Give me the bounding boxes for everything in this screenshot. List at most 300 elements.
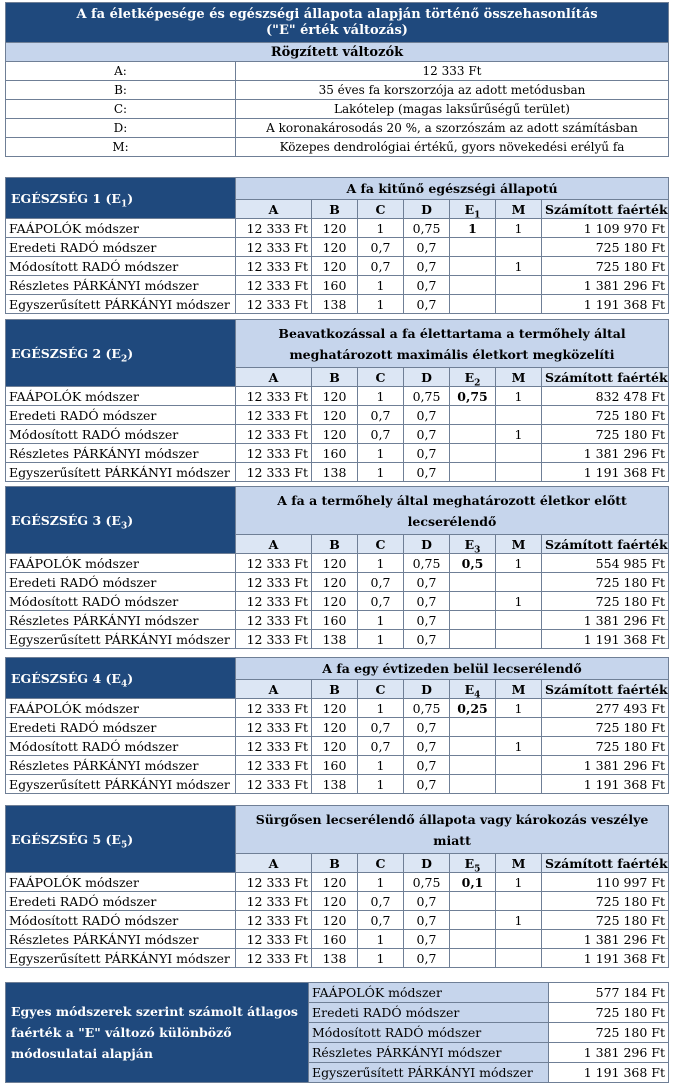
method-name: Módosított RADÓ módszer — [6, 737, 236, 756]
computed-value: 277 493 Ft — [542, 699, 669, 718]
value-e — [450, 592, 496, 611]
table-row — [6, 630, 669, 649]
value-b: 120 — [312, 425, 358, 444]
computed-value: 1 191 368 Ft — [542, 630, 669, 649]
value-d: 0,7 — [404, 756, 450, 775]
value-b: 138 — [312, 295, 358, 314]
value-c: 0,7 — [358, 257, 404, 276]
column-header — [450, 200, 496, 219]
value-c: 1 — [358, 219, 404, 238]
table-row — [6, 406, 669, 425]
value-b: 120 — [312, 387, 358, 406]
value-a: 12 333 Ft — [236, 756, 312, 775]
value-m — [496, 611, 542, 630]
value-b: 120 — [312, 873, 358, 892]
value-m: 1 — [496, 699, 542, 718]
section-label — [6, 178, 236, 219]
column-header: C — [358, 680, 404, 699]
value-c: 1 — [358, 699, 404, 718]
method-name: Részletes PÁRKÁNYI módszer — [6, 756, 236, 775]
value-e: 0,5 — [450, 554, 496, 573]
value-e — [450, 892, 496, 911]
column-header: Számított faérték — [542, 200, 669, 219]
method-name: Eredeti RADÓ módszer — [6, 238, 236, 257]
column-header: B — [312, 200, 358, 219]
health-table — [5, 319, 669, 482]
method-name: Egyszerűsített PÁRKÁNYI módszer — [6, 775, 236, 794]
method-name: Módosított RADÓ módszer — [6, 257, 236, 276]
column-header: D — [404, 200, 450, 219]
value-a: 12 333 Ft — [236, 930, 312, 949]
value-b: 120 — [312, 718, 358, 737]
value-b: 160 — [312, 611, 358, 630]
column-header-text: E — [464, 201, 475, 217]
column-header: A — [236, 368, 312, 387]
value-e: 0,25 — [450, 699, 496, 718]
value-a: 12 333 Ft — [236, 911, 312, 930]
column-header-text: E — [464, 855, 475, 871]
section-label-close: ) — [127, 831, 134, 847]
value-a: 12 333 Ft — [236, 699, 312, 718]
computed-value: 725 180 Ft — [542, 737, 669, 756]
computed-value: 1 381 296 Ft — [542, 444, 669, 463]
value-d: 0,7 — [404, 276, 450, 295]
value-m: 1 — [496, 219, 542, 238]
section-title: A fa a termőhely által meghatározott életkor előtt lecserélendő — [236, 487, 669, 535]
value-b: 120 — [312, 554, 358, 573]
column-header: B — [312, 535, 358, 554]
value-m — [496, 775, 542, 794]
value-a: 12 333 Ft — [236, 573, 312, 592]
section-label-sub: 1 — [120, 199, 128, 209]
section-label — [6, 320, 236, 387]
value-m: 1 — [496, 737, 542, 756]
value-b: 120 — [312, 737, 358, 756]
value-a: 12 333 Ft — [236, 425, 312, 444]
value-c: 0,7 — [358, 573, 404, 592]
fixed-variables-title: Rögzített változók — [6, 43, 669, 62]
health-table — [5, 657, 669, 794]
computed-value: 725 180 Ft — [542, 592, 669, 611]
value-c: 0,7 — [358, 592, 404, 611]
table-row — [6, 463, 669, 482]
computed-value: 1 191 368 Ft — [542, 295, 669, 314]
computed-value: 1 381 296 Ft — [542, 756, 669, 775]
page-title-line2: ("E" érték változás) — [266, 22, 408, 38]
value-c: 1 — [358, 930, 404, 949]
method-name: Egyszerűsített PÁRKÁNYI módszer — [6, 630, 236, 649]
table-row — [6, 592, 669, 611]
computed-value: 1 381 296 Ft — [542, 276, 669, 295]
summary-method: Egyszerűsített PÁRKÁNYI módszer — [309, 1063, 549, 1083]
value-b: 120 — [312, 219, 358, 238]
value-c: 0,7 — [358, 737, 404, 756]
method-name: Részletes PÁRKÁNYI módszer — [6, 276, 236, 295]
method-name: Eredeti RADÓ módszer — [6, 718, 236, 737]
column-header: A — [236, 680, 312, 699]
value-c: 1 — [358, 276, 404, 295]
column-header: B — [312, 854, 358, 873]
summary-value: 725 180 Ft — [549, 1003, 669, 1023]
value-a: 12 333 Ft — [236, 592, 312, 611]
computed-value: 725 180 Ft — [542, 406, 669, 425]
value-c: 1 — [358, 444, 404, 463]
computed-value: 725 180 Ft — [542, 911, 669, 930]
computed-value: 1 109 970 Ft — [542, 219, 669, 238]
value-m — [496, 295, 542, 314]
value-e — [450, 718, 496, 737]
fixed-var-key: D: — [6, 119, 236, 138]
value-c: 1 — [358, 756, 404, 775]
value-m: 1 — [496, 387, 542, 406]
value-a: 12 333 Ft — [236, 554, 312, 573]
table-row — [6, 775, 669, 794]
table-row — [6, 718, 669, 737]
value-m — [496, 444, 542, 463]
value-m — [496, 463, 542, 482]
section-title: A fa kitűnő egészségi állapotú — [236, 178, 669, 200]
column-header — [450, 368, 496, 387]
value-e: 1 — [450, 219, 496, 238]
column-header — [450, 680, 496, 699]
table-row — [6, 387, 669, 406]
method-name: Módosított RADÓ módszer — [6, 911, 236, 930]
summary-method: FAÁPOLÓK módszer — [309, 983, 549, 1003]
column-header — [450, 854, 496, 873]
value-e — [450, 463, 496, 482]
summary-table — [5, 982, 669, 1083]
value-d: 0,7 — [404, 718, 450, 737]
method-name: Egyszerűsített PÁRKÁNYI módszer — [6, 463, 236, 482]
summary-label: Egyes módszerek szerint számolt átlagos faérték a "E" változó különböző módosulatai alapján — [6, 983, 309, 1083]
value-e — [450, 238, 496, 257]
section-title: A fa egy évtizeden belül lecserélendő — [236, 658, 669, 680]
column-header: M — [496, 200, 542, 219]
value-c: 1 — [358, 873, 404, 892]
value-e — [450, 276, 496, 295]
value-m: 1 — [496, 911, 542, 930]
method-name: Módosított RADÓ módszer — [6, 592, 236, 611]
value-a: 12 333 Ft — [236, 630, 312, 649]
table-row — [6, 554, 669, 573]
value-m: 1 — [496, 873, 542, 892]
value-d: 0,7 — [404, 892, 450, 911]
section-label-close: ) — [127, 670, 134, 686]
column-header: D — [404, 535, 450, 554]
method-name: FAÁPOLÓK módszer — [6, 387, 236, 406]
value-b: 138 — [312, 630, 358, 649]
value-d: 0,75 — [404, 699, 450, 718]
value-a: 12 333 Ft — [236, 257, 312, 276]
method-name: Eredeti RADÓ módszer — [6, 573, 236, 592]
value-d: 0,7 — [404, 425, 450, 444]
computed-value: 725 180 Ft — [542, 573, 669, 592]
health-section-3 — [5, 486, 668, 649]
column-header: M — [496, 535, 542, 554]
column-header-text: E — [464, 536, 475, 552]
value-e — [450, 949, 496, 968]
page-title-line1: A fa életképesége és egészségi állapota alapján történő összehasonlítás — [76, 6, 598, 22]
value-c: 0,7 — [358, 425, 404, 444]
computed-value: 1 381 296 Ft — [542, 930, 669, 949]
value-m — [496, 756, 542, 775]
value-b: 120 — [312, 238, 358, 257]
value-a: 12 333 Ft — [236, 444, 312, 463]
value-d: 0,7 — [404, 463, 450, 482]
value-m — [496, 949, 542, 968]
value-m — [496, 406, 542, 425]
value-e — [450, 406, 496, 425]
value-d: 0,7 — [404, 930, 450, 949]
value-d: 0,7 — [404, 611, 450, 630]
value-a: 12 333 Ft — [236, 276, 312, 295]
summary-method: Részletes PÁRKÁNYI módszer — [309, 1043, 549, 1063]
method-name: Eredeti RADÓ módszer — [6, 406, 236, 425]
column-header-sub: 3 — [474, 545, 481, 554]
value-d: 0,7 — [404, 630, 450, 649]
value-m — [496, 930, 542, 949]
section-label-text: EGÉSZSÉG 2 (E — [11, 345, 121, 361]
value-e — [450, 444, 496, 463]
value-d: 0,7 — [404, 406, 450, 425]
value-b: 138 — [312, 949, 358, 968]
value-c: 1 — [358, 463, 404, 482]
value-c: 0,7 — [358, 238, 404, 257]
value-d: 0,75 — [404, 873, 450, 892]
section-label-close: ) — [127, 512, 134, 528]
column-header: Számított faérték — [542, 680, 669, 699]
column-header: A — [236, 535, 312, 554]
value-b: 120 — [312, 406, 358, 425]
fixed-var-key: M: — [6, 138, 236, 157]
fixed-var-key: C: — [6, 100, 236, 119]
section-title: Sürgősen lecserélendő állapota vagy károkozás veszélye miatt — [236, 806, 669, 854]
value-a: 12 333 Ft — [236, 949, 312, 968]
page-title — [6, 3, 669, 43]
value-d: 0,7 — [404, 592, 450, 611]
value-a: 12 333 Ft — [236, 718, 312, 737]
section-label-text: EGÉSZSÉG 5 (E — [11, 831, 121, 847]
summary-method: Módosított RADÓ módszer — [309, 1023, 549, 1043]
value-e — [450, 775, 496, 794]
table-row — [6, 737, 669, 756]
computed-value: 832 478 Ft — [542, 387, 669, 406]
value-b: 160 — [312, 276, 358, 295]
section-label-sub: 4 — [120, 679, 128, 689]
value-c: 1 — [358, 611, 404, 630]
computed-value: 110 997 Ft — [542, 873, 669, 892]
value-a: 12 333 Ft — [236, 238, 312, 257]
value-c: 0,7 — [358, 892, 404, 911]
value-d: 0,75 — [404, 554, 450, 573]
table-row — [6, 425, 669, 444]
summary-method: Eredeti RADÓ módszer — [309, 1003, 549, 1023]
value-e — [450, 756, 496, 775]
health-table — [5, 486, 669, 649]
value-a: 12 333 Ft — [236, 463, 312, 482]
value-e: 0,1 — [450, 873, 496, 892]
computed-value: 725 180 Ft — [542, 257, 669, 276]
column-header: C — [358, 535, 404, 554]
value-c: 0,7 — [358, 911, 404, 930]
computed-value: 725 180 Ft — [542, 892, 669, 911]
method-name: Módosított RADÓ módszer — [6, 425, 236, 444]
fixed-var-value: 35 éves fa korszorzója az adott metódusban — [236, 81, 669, 100]
fixed-var-value: A koronakárosodás 20 %, a szorzószám az adott számításban — [236, 119, 669, 138]
summary-value: 1 381 296 Ft — [549, 1043, 669, 1063]
value-b: 120 — [312, 257, 358, 276]
value-e — [450, 930, 496, 949]
value-e — [450, 611, 496, 630]
method-name: Egyszerűsített PÁRKÁNYI módszer — [6, 949, 236, 968]
method-name: Részletes PÁRKÁNYI módszer — [6, 930, 236, 949]
method-name: Részletes PÁRKÁNYI módszer — [6, 611, 236, 630]
value-a: 12 333 Ft — [236, 406, 312, 425]
computed-value: 1 191 368 Ft — [542, 775, 669, 794]
value-d: 0,7 — [404, 775, 450, 794]
value-m — [496, 892, 542, 911]
value-b: 160 — [312, 444, 358, 463]
value-c: 0,7 — [358, 406, 404, 425]
value-e — [450, 573, 496, 592]
value-b: 120 — [312, 592, 358, 611]
computed-value: 1 381 296 Ft — [542, 611, 669, 630]
value-a: 12 333 Ft — [236, 387, 312, 406]
value-c: 1 — [358, 775, 404, 794]
column-header: Számított faérték — [542, 368, 669, 387]
column-header: D — [404, 854, 450, 873]
section-label-sub: 5 — [120, 840, 128, 850]
column-header: M — [496, 680, 542, 699]
value-b: 120 — [312, 911, 358, 930]
table-row — [6, 238, 669, 257]
column-header: B — [312, 680, 358, 699]
column-header: Számított faérték — [542, 854, 669, 873]
value-a: 12 333 Ft — [236, 737, 312, 756]
method-name: FAÁPOLÓK módszer — [6, 873, 236, 892]
table-row — [6, 276, 669, 295]
value-a: 12 333 Ft — [236, 295, 312, 314]
value-m — [496, 276, 542, 295]
value-c: 0,7 — [358, 718, 404, 737]
column-header-text: E — [464, 369, 475, 385]
health-table — [5, 177, 669, 314]
column-header: C — [358, 200, 404, 219]
column-header: D — [404, 680, 450, 699]
summary-value: 725 180 Ft — [549, 1023, 669, 1043]
value-e — [450, 425, 496, 444]
column-header: M — [496, 854, 542, 873]
section-label-text: EGÉSZSÉG 4 (E — [11, 670, 121, 686]
health-table — [5, 805, 669, 968]
summary-value: 1 191 368 Ft — [549, 1063, 669, 1083]
table-row — [6, 295, 669, 314]
value-m — [496, 630, 542, 649]
column-header: D — [404, 368, 450, 387]
section-label-text: EGÉSZSÉG 1 (E — [11, 190, 121, 206]
value-m: 1 — [496, 257, 542, 276]
value-e: 0,75 — [450, 387, 496, 406]
column-header: M — [496, 368, 542, 387]
section-label-close: ) — [127, 190, 134, 206]
summary-block — [5, 982, 668, 1083]
column-header-sub: 1 — [474, 210, 481, 219]
value-d: 0,7 — [404, 257, 450, 276]
column-header: A — [236, 200, 312, 219]
computed-value: 1 191 368 Ft — [542, 463, 669, 482]
section-label-close: ) — [127, 345, 134, 361]
method-name: FAÁPOLÓK módszer — [6, 699, 236, 718]
method-name: FAÁPOLÓK módszer — [6, 219, 236, 238]
fixed-variables-table — [5, 2, 669, 157]
fixed-var-key: A: — [6, 62, 236, 81]
fixed-var-value: Lakótelep (magas laksűrűségű terület) — [236, 100, 669, 119]
value-a: 12 333 Ft — [236, 775, 312, 794]
section-label — [6, 658, 236, 699]
table-row — [6, 873, 669, 892]
value-m: 1 — [496, 425, 542, 444]
value-m — [496, 238, 542, 257]
column-header: Számított faérték — [542, 535, 669, 554]
section-label-sub: 3 — [120, 521, 128, 531]
computed-value: 725 180 Ft — [542, 718, 669, 737]
value-b: 120 — [312, 573, 358, 592]
value-m: 1 — [496, 592, 542, 611]
table-row — [6, 257, 669, 276]
method-name: Eredeti RADÓ módszer — [6, 892, 236, 911]
table-row — [6, 892, 669, 911]
value-m — [496, 573, 542, 592]
column-header: C — [358, 854, 404, 873]
table-row — [6, 219, 669, 238]
computed-value: 554 985 Ft — [542, 554, 669, 573]
health-section-5 — [5, 805, 668, 968]
computed-value: 1 191 368 Ft — [542, 949, 669, 968]
section-label — [6, 487, 236, 554]
method-name: Részletes PÁRKÁNYI módszer — [6, 444, 236, 463]
value-d: 0,7 — [404, 949, 450, 968]
value-b: 138 — [312, 775, 358, 794]
value-d: 0,7 — [404, 573, 450, 592]
value-c: 1 — [358, 949, 404, 968]
health-section-1 — [5, 177, 668, 314]
value-c: 1 — [358, 630, 404, 649]
section-title: Beavatkozással a fa élettartama a termőhely által meghatározott maximális életkort megközelíti — [236, 320, 669, 368]
column-header: C — [358, 368, 404, 387]
value-b: 138 — [312, 463, 358, 482]
value-d: 0,7 — [404, 737, 450, 756]
value-m — [496, 718, 542, 737]
value-c: 1 — [358, 387, 404, 406]
table-row — [6, 573, 669, 592]
value-d: 0,7 — [404, 911, 450, 930]
value-e — [450, 737, 496, 756]
table-row — [6, 611, 669, 630]
column-header-text: E — [464, 681, 475, 697]
column-header-sub: 5 — [474, 864, 481, 873]
column-header-sub: 4 — [474, 690, 481, 699]
fixed-variables-block — [5, 2, 668, 157]
column-header — [450, 535, 496, 554]
value-a: 12 333 Ft — [236, 219, 312, 238]
value-a: 12 333 Ft — [236, 892, 312, 911]
value-d: 0,7 — [404, 238, 450, 257]
value-a: 12 333 Ft — [236, 611, 312, 630]
value-d: 0,75 — [404, 219, 450, 238]
computed-value: 725 180 Ft — [542, 425, 669, 444]
column-header: B — [312, 368, 358, 387]
value-d: 0,75 — [404, 387, 450, 406]
